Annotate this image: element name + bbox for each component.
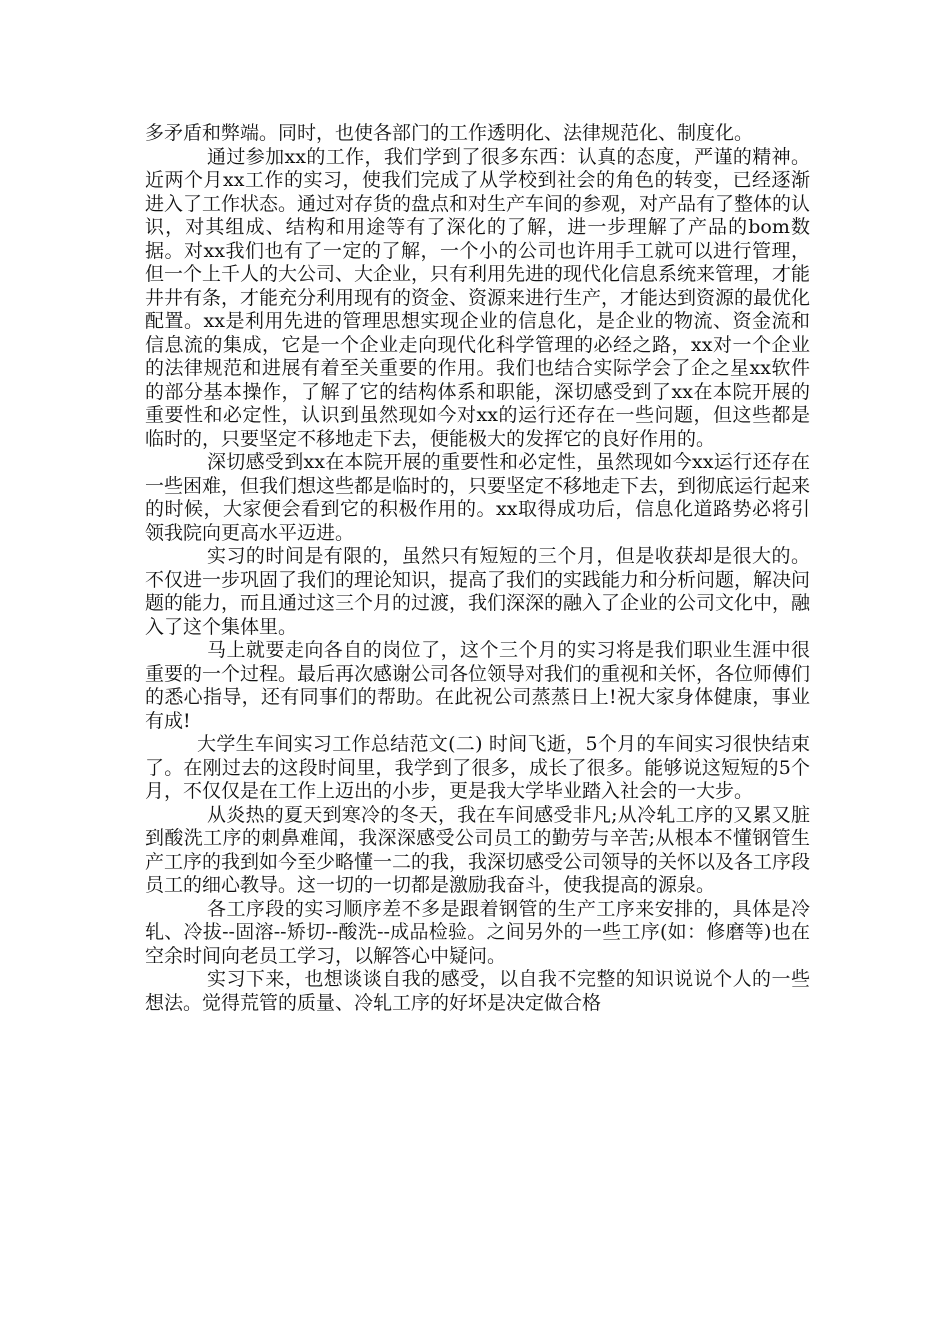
paragraph-closing-thanks: 马上就要走向各自的岗位了，这个三个月的实习将是我们职业生涯中很重要的一个过程。最后再次感谢公司各位领导对我们的重视和关怀，各位师傅们的悉心指导，还有同事们的帮助。在此祝公司蒸蒸日上!祝大家身体健康，事业有成! [145,639,811,732]
paragraph-xx-importance: 深切感受到xx在本院开展的重要性和必定性，虽然现如今xx运行还存在一些困难，但我们想这些都是临时的，只要坚定不移地走下去，到彻底运行起来的时候，大家便会看到它的积极作用的。xx取得成功后，信息化道路势必将引领我院向更高水平迈进。 [145,451,811,544]
paragraph-process-order: 各工序段的实习顺序差不多是跟着钢管的生产工序来安排的，具体是冷轧、冷拔--固溶--矫切--酸洗--成品检验。之间另外的一些工序(如：修磨等)也在空余时间向老员工学习，以解答心中疑问。 [145,897,810,967]
paragraph-self-reflection: 实习下来，也想谈谈自我的感受，以自我不完整的知识说说个人的一些想法。觉得荒管的质量、冷轧工序的好坏是决定做合格 [145,968,810,1014]
paragraph-essay-two-intro: 大学生车间实习工作总结范文(二) 时间飞逝，5个月的车间实习很快结束了。在刚过去的这段时间里，我学到了很多，成长了很多。能够说这短短的5个月，不仅仅是在工作上迈出的小步，更是我大学毕业踏入社会的一大步。 [145,733,810,802]
paragraph-continuation: 多矛盾和弊端。同时，也使各部门的工作透明化、法律规范化、制度化。 [145,122,754,144]
document-page [145,122,810,1015]
paragraph-xx-learning: 通过参加xx的工作，我们学到了很多东西：认真的态度，严谨的精神。近两个月xx工作的实习，使我们完成了从学校到社会的角色的转变，已经逐渐进入了工作状态。通过对存货的盘点和对生产车间的参观，对产品有了整体的认识，对其组成、结构和用途等有了深化的了解，进一步理解了产品的bom数据。对xx我们也有了一定的了解，一个小的公司也许用手工就可以进行管理，但一个上千人的大公司、大企业，只有利用先进的现代化信息系统来管理，才能井井有条，才能充分利用现有的资金、资源来进行生产，才能达到资源的最优化配置。xx是利用先进的管理思想实现企业的信息化，是企业的物流、资金流和信息流的集成，它是一个企业走向现代化科学管理的必经之路，xx对一个企业的法律规范和进展有着至关重要的作用。我们也结合实际学会了企之星xx软件的部分基本操作，了解了它的结构体系和职能，深切感受到了xx在本院开展的重要性和必定性，认识到虽然现如今对xx的运行还存在一些问题，但这些都是临时的，只要坚定不移地走下去，便能极大的发挥它的良好作用的。 [145,145,811,450]
paragraph-internship-time: 实习的时间是有限的，虽然只有短短的三个月，但是收获却是很大的。不仅进一步巩固了我们的理论知识，提高了我们的实践能力和分析问题，解决问题的能力，而且通过这三个月的过渡，我们深深的融入了企业的公司文化中，融入了这个集体里。 [145,545,811,638]
paragraph-summer-winter: 从炎热的夏天到寒冷的冬天，我在车间感受非凡;从冷轧工序的又累又脏到酸洗工序的刺鼻难闻，我深深感受公司员工的勤劳与辛苦;从根本不懂钢管生产工序的我到如今至少略懂一二的我，我深切感受公司领导的关怀以及各工序段员工的细心教导。这一切的一切都是激励我奋斗，使我提高的源泉。 [145,803,811,896]
